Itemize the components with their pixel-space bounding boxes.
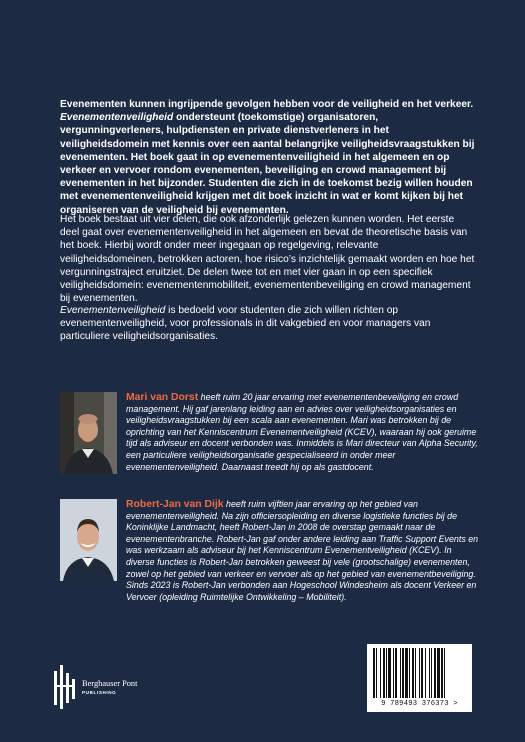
barcode-bars: [373, 648, 466, 698]
isbn-number: [369, 700, 470, 708]
author-name: Mari van Dorst: [126, 392, 199, 403]
barcode-bar: [409, 648, 410, 698]
audience-book-title: Evenementenveiligheid: [60, 305, 166, 316]
barcode-bar: [415, 648, 416, 698]
author-bio-text: heeft ruim 20 jaar ervaring met evenementenbeveiliging en crowd management. Hij gaf jarenlang leiding aan en advies over veiligheidsorganisaties en veiligheidsvraagstukken bij een scala aan evenementen. Mari was betrokken bij de oprichting van het Kenniscentrum Evenementveiligheid (KCEV), waaraan hij ook geruime tijd als adviseur en docent verbonden was. Inmiddels is Mari directeur van Alpha Security, een particuliere veiligheidsorganisatie gespecialiseerd in onder meer evenementenveiligheid. Daarnaast treedt hij op als gastdocent.: [126, 392, 478, 472]
intro-book-title: Evenementenveiligheid: [60, 112, 174, 124]
barcode-bar: [437, 648, 440, 698]
barcode-bar: [386, 648, 387, 698]
audience-rest: is bedoeld voor studenten die zich willen richten op evenementenveiligheid, voor professionals in dit vakgebied en voor managers van particuliere veiligheidsorganisaties.: [60, 305, 431, 343]
author-name: Robert-Jan van Dijk: [126, 499, 224, 510]
barcode-bar: [421, 648, 423, 698]
barcode-bar: [380, 648, 381, 698]
publisher-name: Berghauser Pont: [82, 679, 138, 688]
publisher-subtitle: PUBLISHING: [82, 690, 117, 695]
barcode-bar: [400, 648, 401, 698]
author-portrait-image: [60, 499, 117, 581]
author-bio-text: heeft ruim vijftien jaar ervaring op het gebied van evenementenveiligheid. Na zijn officiersopleiding en diverse logistieke functies bij de Koninklijke Landmacht, heeft Robert-Jan in 2008 de overstap gemaakt naar de evenementenbranche. Robert-Jan gaf onder andere leiding aan Traffic Support Events en was werkzaam als adviseur bij het Kenniscentrum Evenementveiligheid (KCEV). In diverse functies is Robert-Jan betrokken geweest bij vele (grootschalige) evenementen, zowel op het gebied van verkeer en vervoer als op het gebied van evenementbeveiliging. Sinds 2023 is Robert-Jan verbonden aan Hogeschool Windesheim als docent Verkeer en Vervoer (opleiding Ruimtelijke Ontwikkeling – Mobiliteit).: [126, 499, 479, 602]
intro-lead: Evenementen kunnen ingrijpende gevolgen hebben voor de veiligheid en het verkeer.: [60, 99, 474, 110]
barcode-bar: [425, 648, 426, 698]
author-bio: [126, 499, 480, 603]
intro-rest: ondersteunt (toekomstige) organisatoren, vergunningverleners, hulpdiensten en private dienstverleners in het veiligheidsdomein met kennis over een aantal belangrijke veiligheidsvraagstukken bij evenementen. Het boek gaat in op evenementenveiligheid in het algemeen en op verkeer en vervoer rondom evenementen, beveiliging en crowd management bij evenementen in het bijzonder. Studenten die zich in de toekomst bezig willen houden met evenementenveiligheid krijgen met dit boek inzicht in wat er komt kijken bij het organiseren van de veiligheid bij evenementen.: [60, 112, 475, 216]
barcode-bar: [383, 648, 385, 698]
barcode-bar: [405, 648, 408, 698]
barcode-bar: [395, 648, 397, 698]
barcode-bar: [376, 648, 377, 698]
publisher-mark-icon: [52, 663, 78, 711]
barcode-bar: [444, 648, 445, 698]
barcode-bar: [441, 648, 443, 698]
audience-paragraph: [60, 304, 475, 344]
publisher-logo: [52, 663, 172, 711]
intro-paragraph: [60, 98, 475, 217]
barcode-bar: [412, 648, 414, 698]
barcode-bar: [431, 648, 432, 698]
barcode-bar: [373, 648, 375, 698]
barcode-bar: [429, 648, 430, 698]
barcode-bar: [402, 648, 404, 698]
barcode-bar: [388, 648, 391, 698]
barcode-bar: [393, 648, 394, 698]
isbn-mark: >: [453, 700, 458, 708]
barcode: [367, 644, 472, 712]
author-photo: [60, 499, 117, 581]
barcode-bar: [419, 648, 420, 698]
barcode-bar: [434, 648, 436, 698]
author-bio: [126, 392, 480, 473]
author-photo: [60, 392, 117, 474]
author-portrait-image: [60, 392, 117, 474]
contents-paragraph: Het boek bestaat uit vier delen, die ook afzonderlijk gelezen kunnen worden. Het eerste deel gaat over evenementenveiligheid in het algemeen en bevat de theoretische basis van het boek. Hierbij wordt onder meer ingegaan op regelgeving, relevante veiligheidsdomeinen, betrokken actoren, hoe risico’s inzichtelijk gemaakt worden en hoe het vergunningstraject eruitziet. De delen twee tot en met vier gaan in op een specifiek veiligheidsdomein: evenementenmobiliteit, evenementenbeveiliging en crowd management bij evenementen.: [60, 214, 475, 305]
isbn-digits: 9 789493 376373: [381, 700, 449, 708]
